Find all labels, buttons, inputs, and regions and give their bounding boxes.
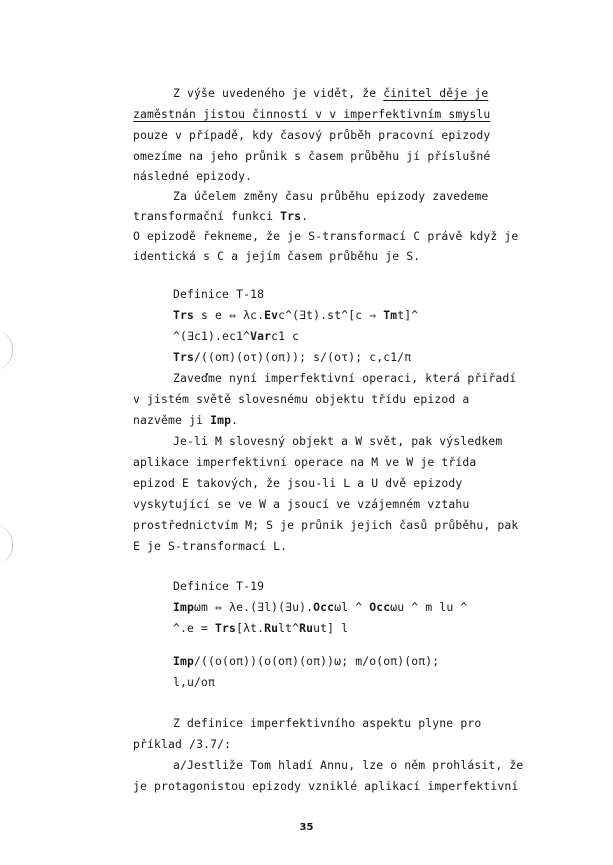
text-segment: ωm ⇔ λe.(∃l)(∃u). [194,600,314,614]
text-segment: Zaveďme nyní imperfektivní operaci, která přiřadí [173,371,517,385]
text-segment: identická s C a jejím časem průběhu je S. [133,249,421,263]
text-segment: ^.e = [173,621,216,635]
text-line [0,599,613,616]
text-line [0,307,613,324]
text-segment: Z definice imperfektivního aspektu plyne pro [173,716,482,730]
text-segment: Tm [383,308,398,322]
text-segment: ωl ^ [334,600,370,614]
text-segment: aplikace imperfektivní operace na M ve W je třída [133,455,477,469]
text-segment: pouze v případě, kdy časový průběh pracovní epizody [133,128,491,142]
text-segment: c^(∃t).s [278,308,335,322]
text-segment: Z výše uvedeného je vidět, že [173,86,384,100]
text-segment: je protagonistou epizody vzniklé aplikací imperfektivní [133,779,519,793]
text-line [0,370,613,387]
text-line [0,412,613,429]
text-line [0,475,613,492]
text-segment: l,u/oπ [173,675,216,689]
text-line [0,778,613,795]
text-line [0,653,613,670]
text-segment: Ev [264,308,279,322]
text-segment: v jistém světě slovesnému objektu třídu epizod a [133,392,470,406]
text-segment: Je-li M slovesný objekt a W svět, pak výsledkem [173,434,503,448]
text-segment: transformační funkci [133,209,281,223]
text-segment: ut] l [313,621,349,635]
text-segment: O epizodě řekneme, že je S-transformací C právě když je [133,229,519,243]
text-segment: Imp [173,600,195,614]
text-segment: t [334,308,342,322]
text-segment: vyskytující se ve W a jsoucí ve vzájemném vztahu [133,497,470,511]
text-segment: Ru [264,621,279,635]
text-segment: Occ [313,600,335,614]
text-segment: a/Jestliže Tom hladí Annu, lze o něm prohlásit, že [173,758,524,772]
text-segment: Occ [369,600,391,614]
text-segment: epizod E takových, že jsou-li L a U dvě epizody [133,476,463,490]
text-line [0,517,613,534]
text-line [0,286,613,303]
text-segment: následné epizody. [133,169,253,183]
text-segment: Trs [173,308,195,322]
text-segment: Trs [215,621,237,635]
text-segment: ^[c ⇒ [341,308,384,322]
text-line [0,620,613,637]
text-line [0,736,613,753]
page-number: 35 [299,822,314,833]
text-segment: c1 c [271,329,300,343]
text-segment: Za účelem změny času průběhu epizody zavedeme [173,189,489,203]
text-segment: nazvěme ji [133,413,211,427]
text-line [0,248,613,265]
text-segment: zaměstnán jistou činností v v imperfektivním smyslu [133,107,491,121]
text-line [0,674,613,691]
text-segment: příklad /3.7/: [133,737,232,751]
text-segment: Trs [173,350,195,364]
text-line [0,578,613,595]
text-line [0,349,613,366]
text-line [0,106,613,123]
text-segment: Imp [173,654,195,668]
text-segment: činitel děje je [383,86,489,100]
text-line [0,496,613,513]
text-segment: s e ⇔ λc. [194,308,265,322]
text-segment: ^(∃c1).e [173,329,230,343]
text-line [0,328,613,345]
text-line [0,454,613,471]
text-segment: Ru [299,621,314,635]
text-line [0,757,613,774]
text-segment: E je S-transformací L. [133,539,288,553]
text-segment: t]^ [397,308,419,322]
text-segment: [λt. [236,621,265,635]
text-segment: Definice T-19 [173,579,265,593]
text-line [0,228,613,245]
text-segment: omezíme na jeho průnik s časem průběhu jí příslušné [133,149,491,163]
text-line [0,127,613,144]
text-segment: . [301,209,309,223]
text-line [0,148,613,165]
text-segment: Var [250,329,272,343]
text-segment: lt^ [278,621,300,635]
text-line [0,208,613,225]
text-line [0,188,613,205]
text-segment: Imp [210,413,232,427]
text-line [0,433,613,450]
text-line [0,538,613,555]
text-segment: . [231,413,239,427]
text-segment: /((oπ)(oτ)(oπ)); s/(oτ); c,c1/π [194,350,412,364]
text-segment: Definice T-18 [173,287,265,301]
text-segment: c1 [229,329,244,343]
text-segment: prostřednictvím M; S je průnik jejich časů průběhu, pak [133,518,519,532]
text-line [0,715,613,732]
text-line [0,168,613,185]
text-segment: ^ [243,329,251,343]
text-segment: Trs [280,209,302,223]
text-segment: ωu ^ m lu ^ [390,600,468,614]
text-segment: /((o(oπ))(o(oπ)(oπ))ω; m/o(oπ)(oπ); [194,654,440,668]
text-line [0,391,613,408]
text-line [0,85,613,102]
